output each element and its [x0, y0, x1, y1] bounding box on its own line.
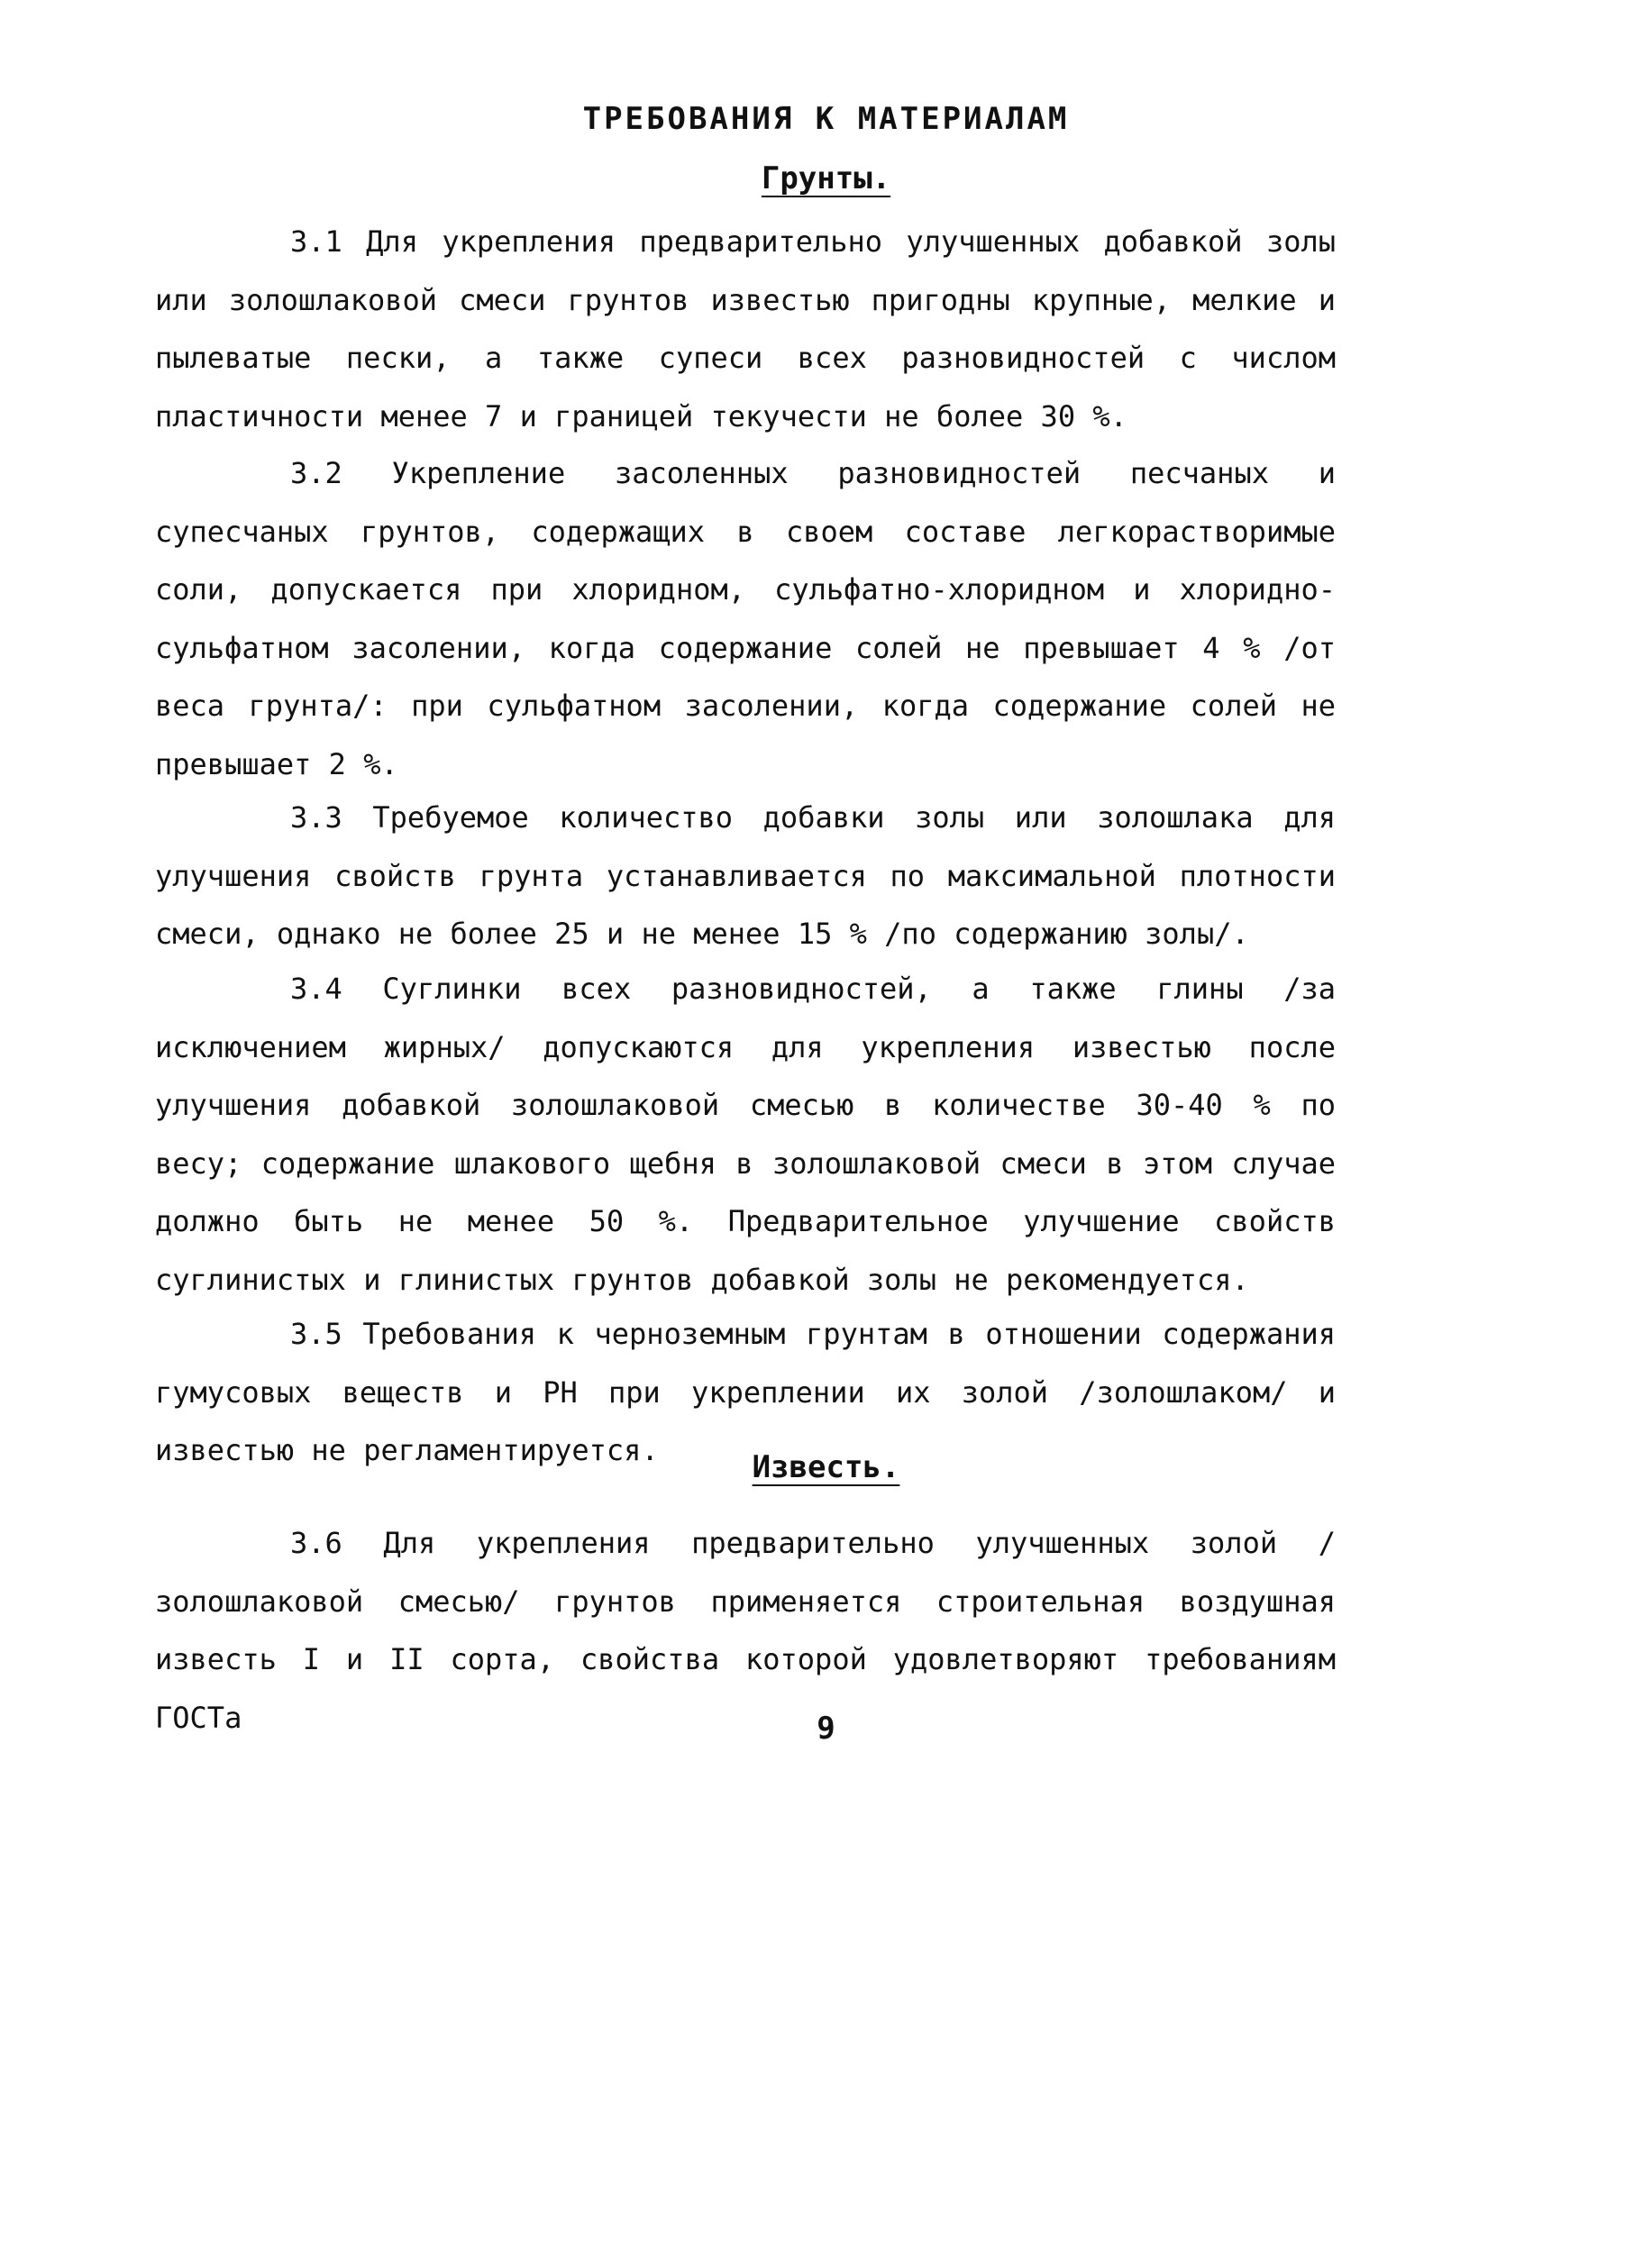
paragraph-3-4: 3.4 Суглинки всех разновидностей, а также глины /за исключением жирных/ допускаются для укрепления известью после улучшения добавкой золошлаковой смесью в количестве 30-40 % по весу; содержание шлакового щебня в золошлаковой смеси в этом случае должно быть не менее 50 %. Предварительное улучшение свойств суглинистых и глинистых грунтов добавкой золы не рекомендуется. — [155, 972, 1336, 1297]
paragraph-3-3: 3.3 Требуемое количество добавки золы или золошлака для улучшения свойств грунта устанавливается по максимальной плотности смеси, однако не более 25 и не менее 15 % /по содержанию золы/. — [155, 800, 1336, 951]
paragraph-3-5: 3.5 Требования к черноземным грунтам в отношении содержания гумусовых веществ и РН при укреплении их золой /золошлаком/ и известью не регламентируется. — [155, 1317, 1336, 1467]
paragraph-3-6: 3.6 Для укрепления предварительно улучшенных золой /золошлаковой смесью/ грунтов применяется строительная воздушная известь I и II сорта, свойства которой удовлетворяют требованиям ГОСТа — [155, 1526, 1336, 1735]
section-heading-soils — [0, 160, 1652, 196]
section-heading-lime — [0, 1449, 1652, 1485]
section-heading-lime-text: Известь. — [752, 1449, 900, 1485]
page-number: 9 — [817, 1711, 835, 1747]
paragraph-3-1: 3.1 Для укрепления предварительно улучшенных добавкой золы или золошлаковой смеси грунтов известью пригодны крупные, мелкие и пылеватые пески, а также супеси всех разновидностей с числом пластичности менее 7 и границей текучести не более 30 %. — [155, 224, 1336, 434]
section-heading-soils-text: Грунты. — [761, 160, 891, 196]
document-title: ТРЕБОВАНИЯ К МАТЕРИАЛАМ — [582, 101, 1070, 137]
paragraph-3-2: 3.2 Укрепление засоленных разновидностей песчаных и супесчаных грунтов, содержащих в своем составе легкорастворимые соли, допускается при хлоридном, сульфатно-хлоридном и хлоридно-сульфатном засолении, когда содержание солей не превышает 4 % /от веса грунта/: при сульфатном засолении, когда содержание солей не превышает 2 %. — [155, 456, 1336, 781]
